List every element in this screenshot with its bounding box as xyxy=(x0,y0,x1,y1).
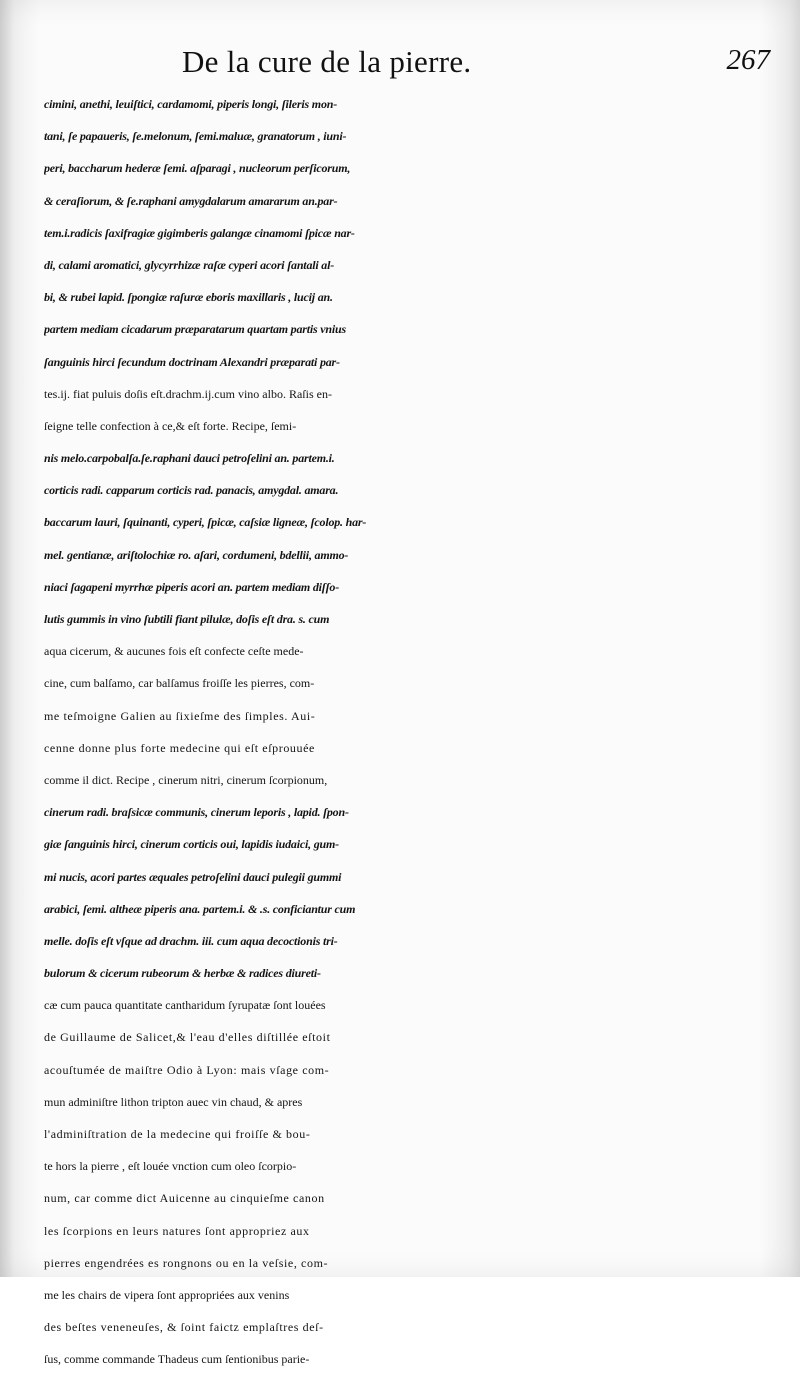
text-line: bulorum & cicerum rubeorum & herbæ & radices diureti- xyxy=(44,966,321,981)
text-line: melle. doſis eſt vſque ad drachm. iii. cum aqua decoctionis tri- xyxy=(44,933,338,948)
text-line: ſus, comme commande Thadeus cum ſentionibus parie- xyxy=(44,1352,310,1367)
text-line: tani, ſe papaueris, ſe.melonum, ſemi.maluæ, granatorum , iuni- xyxy=(44,129,347,144)
text-line: de Guillaume de Salicet,& l'eau d'elles diſtillée eſtoit xyxy=(44,1030,331,1045)
text-line: comme il dict. Recipe , cinerum nitri, cinerum ſcorpionum, xyxy=(44,772,328,787)
text-line: ſanguinis hirci ſecundum doctrinam Alexandri præparati par- xyxy=(44,354,340,369)
text-line: acouſtumée de maiſtre Odio à Lyon: mais vſage com- xyxy=(44,1062,330,1077)
text-line: peri, baccharum hederæ ſemi. aſparagi , nucleorum perſicorum, xyxy=(44,161,351,176)
text-line: aqua cicerum, & aucunes fois eſt confecte ceſte mede- xyxy=(44,644,304,659)
text-line: cimini, anethi, leuiſtici, cardamomi, piperis longi, ſileris mon- xyxy=(44,97,338,111)
text-line: niaci ſagapeni myrrhæ piperis acori an. partem mediam diſſo- xyxy=(44,579,339,594)
text-line: cenne donne plus forte medecine qui eſt eſprouuée xyxy=(44,740,315,755)
text-line: giæ ſanguinis hirci, cinerum corticis oui, lapidis iudaici, gum- xyxy=(44,837,339,852)
text-line: baccarum lauri, ſquinanti, cyperi, ſpicæ, caſsiæ ligneæ, ſcolop. har- xyxy=(44,515,367,530)
text-line: cinerum radi. braſsicæ communis, cinerum leporis , lapid. ſpon- xyxy=(44,805,349,820)
text-line: mel. gentianæ, ariſtolochiæ ro. aſari, cordumeni, bdellii, ammo- xyxy=(44,547,349,562)
text-line: cæ cum pauca quantitate cantharidum ſyrupatæ ſont louées xyxy=(44,998,326,1013)
page-number: 267 xyxy=(726,44,770,76)
text-line: num, car comme dict Auicenne au cinquieſme canon xyxy=(44,1191,325,1206)
text-line: di, calami aromatici, glycyrrhizæ raſæ cyperi acori ſantali al- xyxy=(44,257,335,272)
text-line: partem mediam cicadarum præparatarum quartam partis vnius xyxy=(44,322,346,337)
text-line: ſeigne telle confection à ce,& eſt forte. Recipe, ſemi- xyxy=(44,418,297,433)
text-line: tes.ij. fiat puluis doſis eſt.drachm.ij.cum vino albo. Raſis en- xyxy=(44,386,332,401)
text-line: pierres engendrées es rongnons ou en la veſsie, com- xyxy=(44,1255,329,1270)
text-line: me les chairs de vipera ſont appropriées aux venins xyxy=(44,1287,290,1302)
text-line: corticis radi. capparum corticis rad. panacis, amygdal. amara. xyxy=(44,483,339,498)
text-line: bi, & rubei lapid. ſpongiæ raſuræ eboris maxillaris , lucij an. xyxy=(44,290,333,305)
text-line: tem.i.radicis ſaxifragiæ gigimberis galangæ cinamomi ſpicæ nar- xyxy=(44,225,355,240)
text-line: nis melo.carpobalſa.ſe.raphani dauci petroſelini an. partem.i. xyxy=(44,451,335,466)
text-line: l'adminiſtration de la medecine qui froiſſe & bou- xyxy=(44,1127,311,1141)
text-line: les ſcorpions en leurs natures ſont appropriez aux xyxy=(44,1223,310,1238)
text-line: me teſmoigne Galien au ſixieſme des ſimples. Aui- xyxy=(44,708,316,723)
text-line: mun adminiſtre lithon tripton auec vin chaud, & apres xyxy=(44,1094,303,1109)
text-line: lutis gummis in vino ſubtili fiant pilulæ, doſis eſt dra. s. cum xyxy=(44,612,330,626)
text-line: arabici, ſemi. altheæ piperis ana. partem.i. & .s. conficiantur cum xyxy=(44,901,356,916)
running-head: De la cure de la pierre. xyxy=(182,44,472,79)
page-header xyxy=(40,44,770,84)
text-line: & ceraſiorum, & ſe.raphani amygdalarum amararum an.par- xyxy=(44,193,338,208)
text-line: cine, cum balſamo, car balſamus froiſſe les pierres, com- xyxy=(44,676,315,691)
text-line: des beſtes veneneuſes, & ſoint faictz emplaſtres deſ- xyxy=(44,1320,324,1335)
text-line: mi nucis, acori partes æquales petroſelini dauci pulegii gummi xyxy=(44,869,342,884)
text-line: te hors la pierre , eſt louée vnction cum oleo ſcorpio- xyxy=(44,1159,297,1174)
body-text xyxy=(44,88,792,1376)
